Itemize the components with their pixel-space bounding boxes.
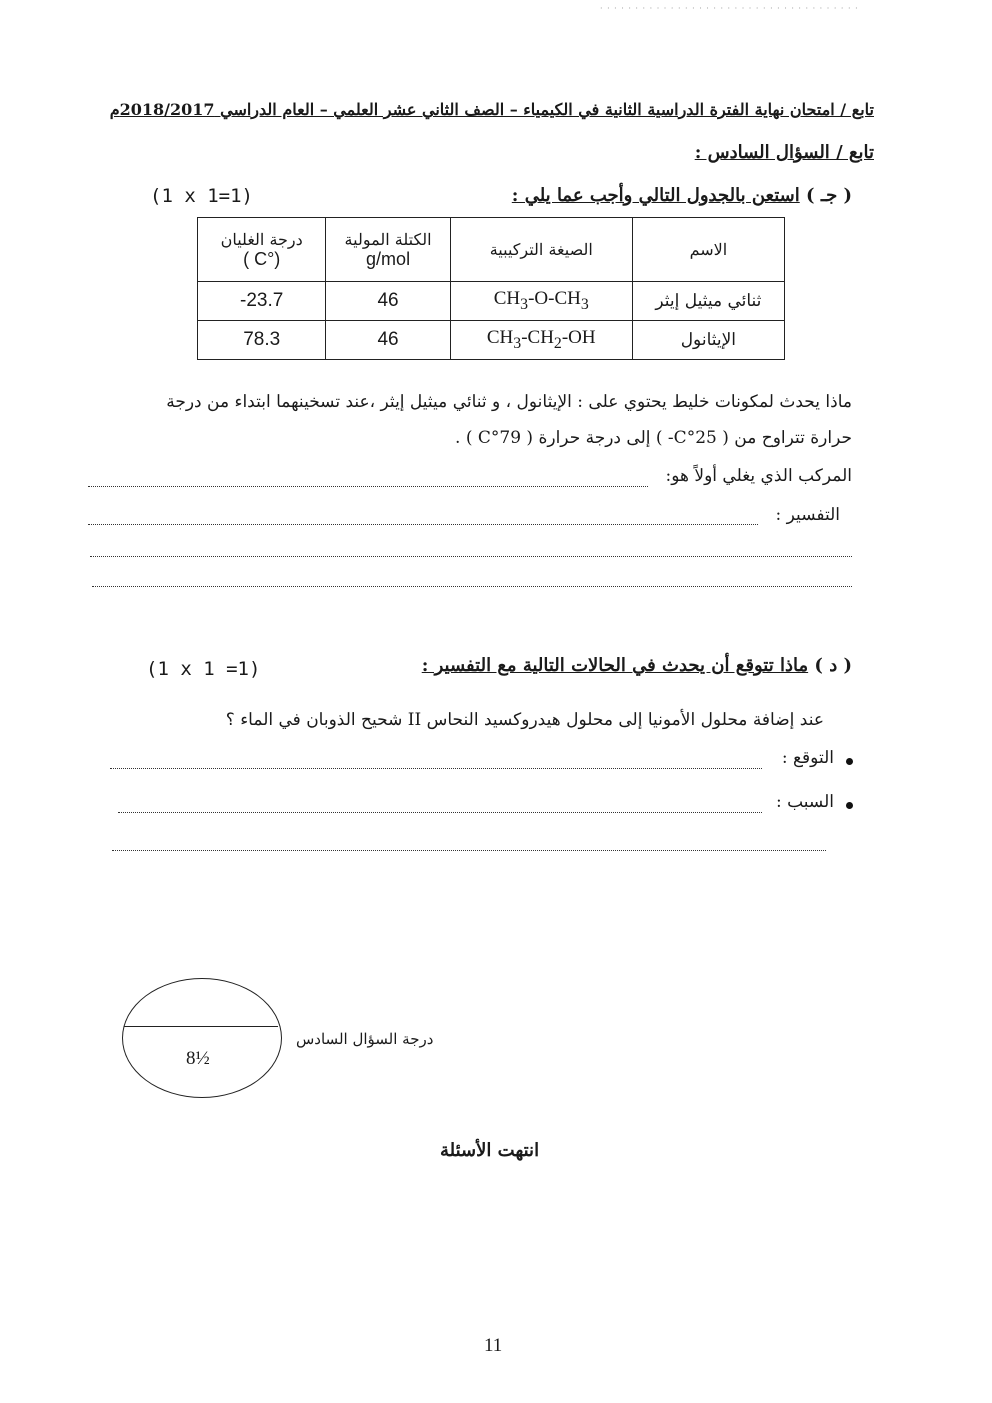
answer-line[interactable] [88,486,648,487]
table-row [198,282,785,321]
part-c-instruction [512,185,852,206]
row-molar-mass: 46 [326,282,450,321]
top-scan-marks: · · · · · · · · · · · · · · · · · · · · · · · · · · · · · · · · · · · · · [600,4,859,13]
reason-label: السبب : [775,792,834,812]
answer-line[interactable] [110,768,762,769]
bullet-icon [846,758,853,765]
header-name: الاسم [632,218,784,282]
part-c-marks: (1 x 1=1) [150,185,253,207]
part-d-instruction [422,655,852,676]
question-line-2: حرارة تتراوح من ( 25°C- ) إلى درجة حرارة ( 79°C ) . [455,428,852,448]
section-title: تابع / السؤال السادس : [694,142,874,163]
score-divider [124,1026,278,1027]
compounds-table [197,217,785,360]
part-d-question: عند إضافة محلول الأمونيا إلى محلول هيدروكسيد النحاس II شحيح الذوبان في الماء ؟ [225,710,824,730]
row-formula: $CH_3-CH_2-OH$ [450,321,632,360]
header-molar-mass: الكتلة المولية g/mol [326,218,450,282]
answer-line[interactable] [118,812,762,813]
row-boiling-point: -23.7 [198,282,326,321]
part-d-label: ( د ) [814,655,852,676]
part-c-label: ( جـ ) [806,185,852,206]
exam-header: تابع / امتحان نهاية الفترة الدراسية الثانية في الكيمياء – الصف الثاني عشر العلمي – العام الدراسي 2018/2017م [109,100,874,119]
table-header-row [198,218,785,282]
table-row [198,321,785,360]
question-line-1: ماذا يحدث لمكونات خليط يحتوي على : الإيثانول ، و ثنائي ميثيل إيثر ،عند تسخينهما ابتداء من درجة [166,392,852,412]
score-value: 8½ [186,1048,210,1069]
row-boiling-point: 78.3 [198,321,326,360]
page-number: 11 [484,1335,503,1356]
first-boiling-prompt: المركب الذي يغلي أولاً هو: [665,466,852,486]
part-c-instruction-text: استعن بالجدول التالي وأجب عما يلي : [511,185,800,206]
end-of-questions: انتهت الأسئلة [440,1140,540,1161]
header-formula: الصيغة التركيبية [450,218,632,282]
answer-line[interactable] [88,524,758,525]
part-d-marks: (1 x 1 =1) [146,658,261,680]
row-formula: $CH_3-O-CH_3$ [450,282,632,321]
score-label: درجة السؤال السادس [296,1030,434,1048]
expectation-label: التوقع : [781,748,834,768]
score-oval [122,978,282,1098]
answer-line[interactable] [112,850,826,851]
explanation-prompt: التفسير : [775,505,840,525]
answer-line[interactable] [90,556,852,557]
part-d-instruction-text: ماذا تتوقع أن يحدث في الحالات التالية مع التفسير : [421,655,809,676]
header-boiling-point: درجة الغليان (°C ) [198,218,326,282]
row-name: الإيثانول [632,321,784,360]
row-molar-mass: 46 [326,321,450,360]
answer-line[interactable] [92,586,852,587]
bullet-icon [846,802,853,809]
row-name: ثنائي ميثيل إيثر [632,282,784,321]
